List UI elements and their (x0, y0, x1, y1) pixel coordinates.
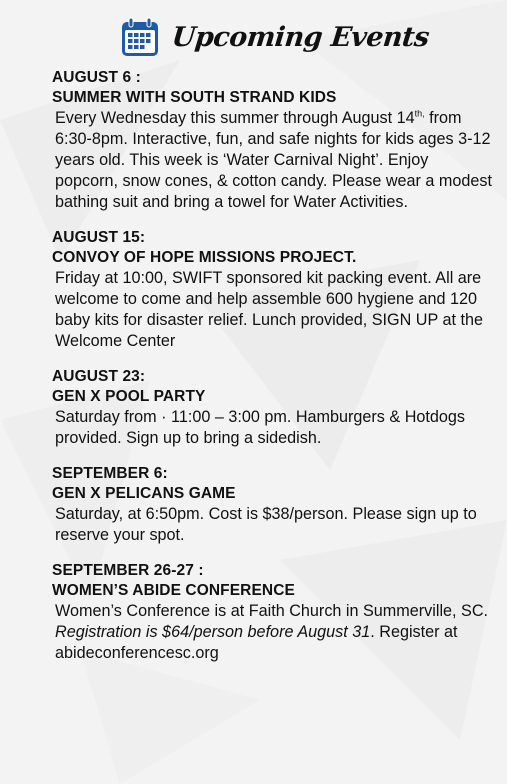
event-title: CONVOY OF HOPE MISSIONS PROJECT. (52, 249, 357, 266)
event-description: Women’s Conference is at Faith Church in Summerville, SC. Registration is $64/person before August 31. Register at abideconferencesc.org (55, 602, 489, 662)
event-item (52, 561, 492, 664)
header (120, 14, 429, 60)
event-title: WOMEN’S ABIDE CONFERENCE (52, 582, 295, 599)
event-date: AUGUST 23: (52, 368, 146, 385)
event-date: AUGUST 6 : (52, 69, 141, 86)
event-item (52, 464, 492, 546)
event-item (52, 228, 492, 352)
event-title: GEN X PELICANS GAME (52, 485, 236, 502)
event-date: SEPTEMBER 26-27 : (52, 562, 204, 579)
event-item (52, 367, 492, 449)
event-description: Saturday, at 6:50pm. Cost is $38/person. Please sign up to reserve your spot. (55, 505, 477, 544)
event-description: Saturday from · 11:00 – 3:00 pm. Hamburgers & Hotdogs provided. Sign up to bring a sidedish. (55, 408, 465, 447)
event-date: AUGUST 15: (52, 229, 146, 246)
event-title: SUMMER WITH SOUTH STRAND KIDS (52, 89, 337, 106)
event-item (52, 68, 492, 213)
event-date: SEPTEMBER 6: (52, 465, 168, 482)
calendar-icon (120, 16, 160, 58)
page-title: Upcoming Events (170, 21, 431, 53)
event-title: GEN X POOL PARTY (52, 388, 206, 405)
events-list (52, 68, 492, 679)
event-description: Every Wednesday this summer through August $14^{th,}$ from 6:30-8pm. Interactive, fun, and safe nights for kids ages 3-12 years old. This week is ‘Water Carnival Night’. Enjoy popcorn, snow cones, & cotton candy. Please wear a modest bathing suit and bring a towel for Water Activities. (55, 108, 493, 211)
event-description: Friday at 10:00, SWIFT sponsored kit packing event. All are welcome to come and help assemble 600 hygiene and 120 baby kits for disaster relief. Lunch provided, SIGN UP at the Welcome Center (55, 269, 483, 350)
